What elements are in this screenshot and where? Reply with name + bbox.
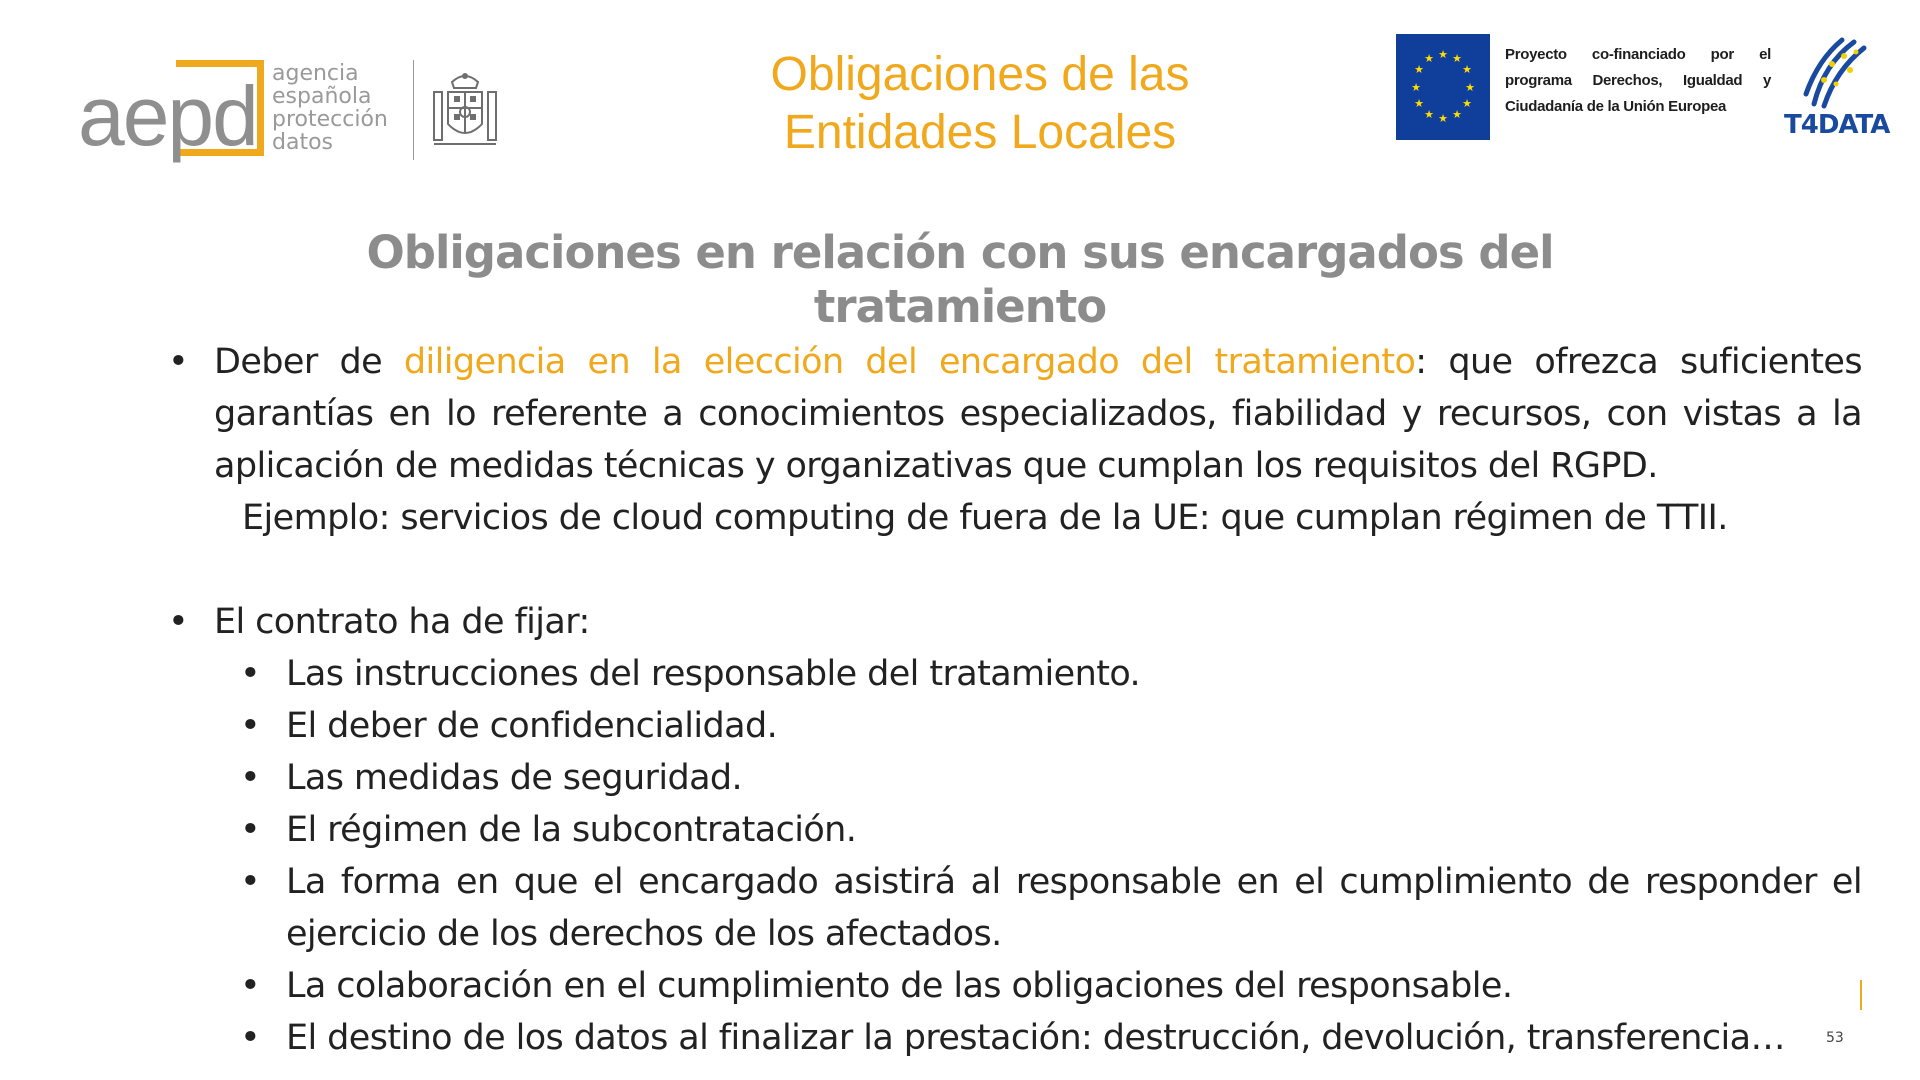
svg-text:★: ★ (1414, 63, 1424, 76)
svg-text:★: ★ (1462, 63, 1472, 76)
list-item: • Las instrucciones del responsable del tratamiento. (168, 648, 1862, 700)
svg-text:★: ★ (1424, 108, 1434, 121)
t4data-wordmark: T4DATA (1784, 110, 1890, 140)
spain-coat-of-arms-icon (430, 68, 500, 154)
eu-flag-icon (1396, 34, 1490, 140)
accent-mark (1860, 980, 1862, 1010)
svg-text:★: ★ (1438, 48, 1448, 61)
contract-items-list (168, 648, 1862, 1064)
aepd-word: agencia (272, 61, 359, 86)
list-item: • El régimen de la subcontratación. (168, 804, 1862, 856)
bullet-contract: • El contrato ha de fijar: (168, 596, 1862, 648)
svg-text:★: ★ (1462, 97, 1472, 110)
aepd-word: datos (272, 130, 333, 155)
slide-title (640, 46, 1320, 162)
svg-text:★: ★ (1411, 81, 1421, 94)
slide-body (168, 336, 1862, 1064)
list-item: • Las medidas de seguridad. (168, 752, 1862, 804)
highlight-text: diligencia en la elección del encargado del tratamiento (403, 342, 1416, 382)
list-item: • El destino de los datos al finalizar la prestación: destrucción, devolución, transferencia… (168, 1012, 1862, 1064)
title-line: Entidades Locales (783, 106, 1177, 159)
list-item: • La forma en que el encargado asistirá al responsable en el cumplimiento de responder el ejercicio de los derechos de los afectados. (168, 856, 1862, 960)
aepd-logo (78, 60, 518, 170)
list-item: • La colaboración en el cumplimiento de las obligaciones del responsable. (168, 960, 1862, 1012)
example-text: Ejemplo: servicios de cloud computing de fuera de la UE: que cumplan régimen de TTII. (242, 498, 1728, 538)
aepd-logo-words (272, 62, 388, 154)
t4data-logo (1784, 34, 1888, 144)
svg-text:★: ★ (1452, 108, 1462, 121)
t4data-swirl-icon (1784, 34, 1888, 114)
eu-funding-text: Proyecto co-financiado por el programa Derechos, Igualdad y Ciudadanía de la Unión Europea (1505, 46, 1771, 115)
svg-text:★: ★ (1438, 112, 1448, 125)
aepd-word: protección (272, 107, 388, 132)
slide-subtitle: Obligaciones en relación con sus encargados del tratamiento (366, 226, 1554, 333)
bullet-text: Deber de (214, 342, 404, 382)
bullet-diligence (168, 336, 1862, 492)
title-line: Obligaciones de las (770, 48, 1190, 101)
logo-divider (413, 60, 414, 160)
svg-text:★: ★ (1414, 97, 1424, 110)
bullet-text: : que ofrezca suficientes garantías en lo referente a conocimientos especializados, fiabilidad y recursos, con vistas a la aplicación de medidas técnicas y organizativas que cumplan los requisitos del RGPD. (214, 342, 1862, 486)
list-item: • El deber de confidencialidad. (168, 700, 1862, 752)
spacer (168, 544, 1862, 596)
svg-text:★: ★ (1452, 52, 1462, 65)
svg-text:★: ★ (1424, 52, 1434, 65)
aepd-logo-mark: aepd (78, 69, 257, 163)
svg-text:★: ★ (1465, 81, 1475, 94)
aepd-word: española (272, 84, 372, 109)
page-number: 53 (1826, 1030, 1844, 1046)
